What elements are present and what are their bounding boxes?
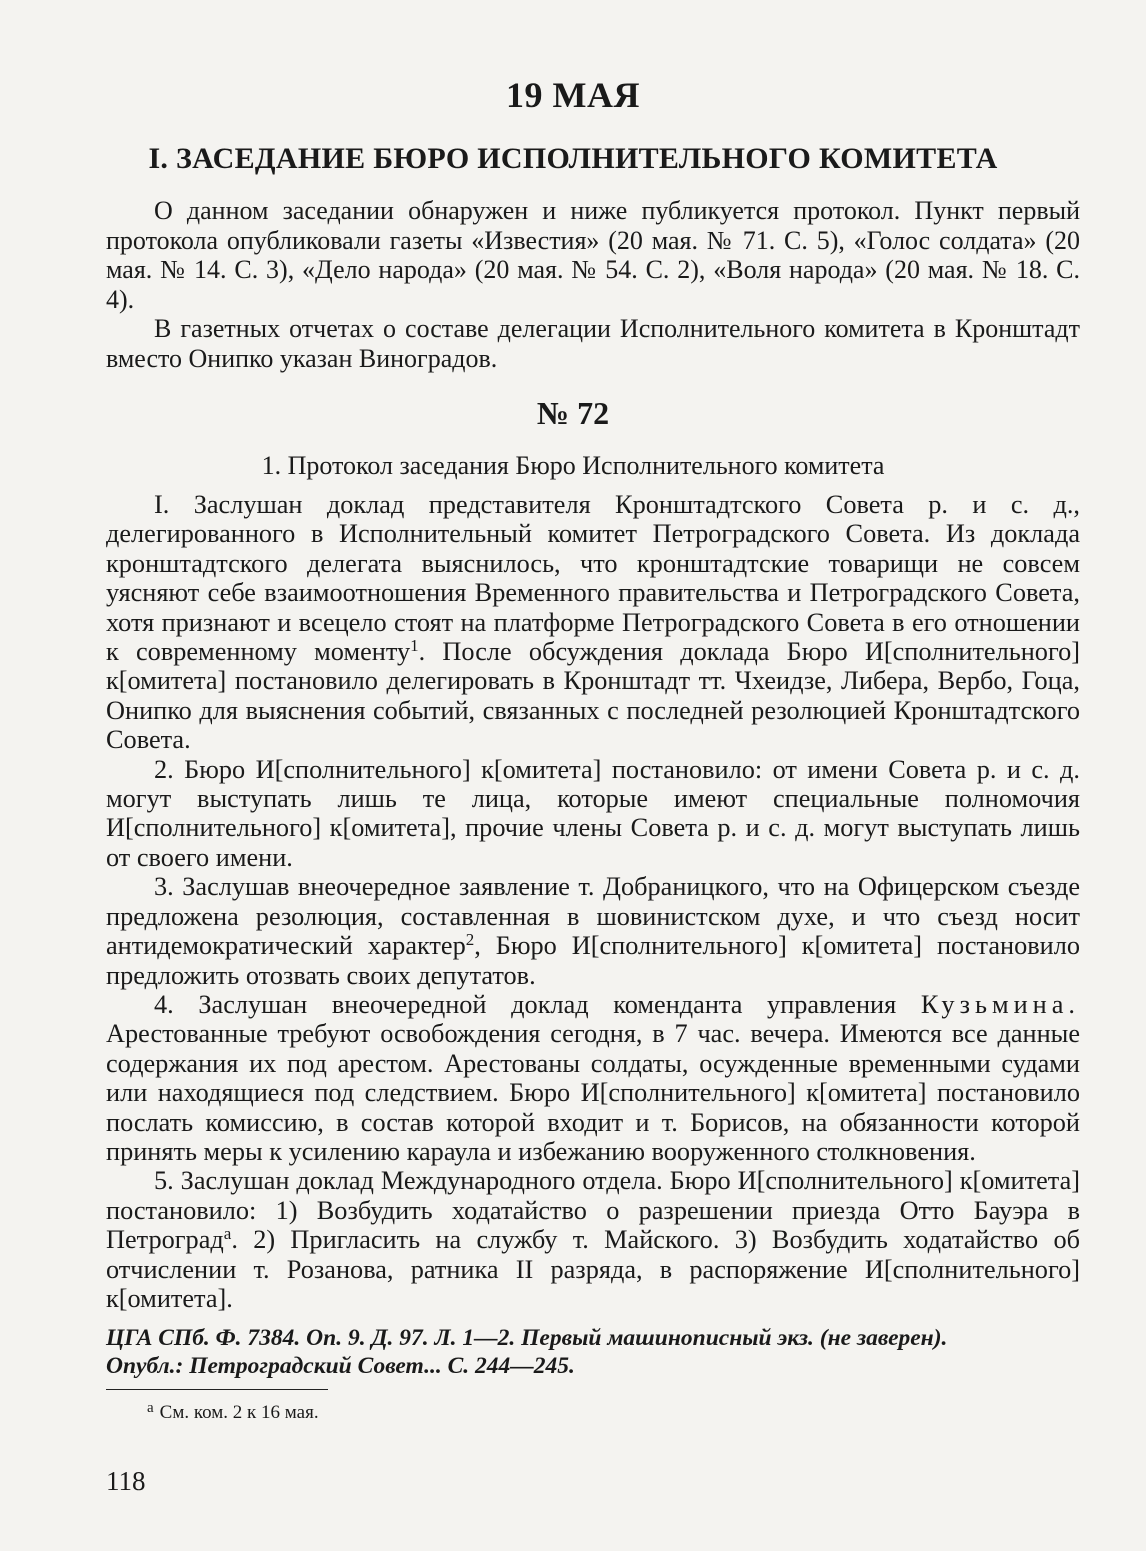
intro-paragraph: О данном заседании обнаружен и ниже публикуется протокол. Пункт первый протокола опубликовали газеты «Известия» (20 мая. № 71. С. 5), «Голос солдата» (20 мая. № 14. С. 3), «Дело народа» (20 мая. № 54. С. 2), «Воля народа» (20 мая. № 18. С. 4). xyxy=(106,196,1080,314)
intro-paragraph: В газетных отчетах о составе делегации Исполнительного комитета в Кронштадт вместо Онипко указан Виноградов. xyxy=(106,314,1080,373)
archive-line: ЦГА СПб. Ф. 7384. Оп. 9. Д. 97. Л. 1—2. Первый машинописный экз. (не заверен). xyxy=(106,1325,948,1351)
document-title: 1. Протокол заседания Бюро Исполнительного комитета xyxy=(261,451,885,480)
spaced-name: Кузьмина. xyxy=(920,989,1080,1019)
page-number: 118 xyxy=(106,1466,146,1496)
footnote-divider xyxy=(106,1389,328,1390)
footnote-text: См. ком. 2 к 16 мая. xyxy=(159,1402,319,1423)
footnote-ref: а xyxy=(223,1224,232,1244)
archive-line: Опубл.: Петроградский Совет... С. 244—245. xyxy=(106,1353,575,1379)
protocol-item: 4. Заслушан внеочередной доклад коменданта управления Кузьмина. Арестованные требуют освобождения сегодня, в 7 час. вечера. Имеются все данные содержания их под арестом. Арестованы солдаты, осужденные временными судами или находящиеся под следствием. Бюро И[сполнительного] к[омитета] постановило послать комиссию, в состав которой входит и т. Борисов, на обязанности которой принять меры к усилению караула и избежанию вооруженного столкновения. xyxy=(106,989,1080,1166)
footnote xyxy=(147,1402,319,1424)
protocol-item: I. Заслушан доклад представителя Кронштадтского Совета р. и с. д., делегированного в Исполнительный комитет Петроградского Совета. Из доклада кронштадтского делегата выяснилось, что кронштадтские товарищи не совсем уясняют себе взаимоотношения Временного правительства и Петроградского Совета, хотя признают и всецело стоят на платформе Петроградского Совета в его отношении к современному моменту$^1$. После обсуждения доклада Бюро И[сполнительного] к[омитета] постановило делегировать в Кронштадт тт. Чхеидзе, Либера, Вербо, Гоца, Онипко для выяснения событий, связанных с последней резолюцией Кронштадтского Совета. xyxy=(106,490,1080,755)
intro-commentary xyxy=(106,196,1080,373)
protocol-body xyxy=(106,490,1080,1313)
footnote-ref: 2 xyxy=(465,930,475,950)
footnote-mark: а xyxy=(147,1400,154,1416)
document-number: № 72 xyxy=(536,395,610,431)
date-heading: 19 МАЯ xyxy=(506,75,640,115)
protocol-item: 5. Заслушан доклад Международного отдела. Бюро И[сполнительного] к[омитета] постановило: 1) Возбудить ходатайство о разрешении приезда Отто Бауэра в Петроград$^а$. 2) Пригласить на службу т. Майского. 3) Возбудить ходатайство об отчислении т. Розанова, ратника II разряда, в распоряжение И[сполнительного] к[омитета]. xyxy=(106,1166,1080,1313)
archive-reference xyxy=(106,1324,1080,1380)
protocol-item: 3. Заслушав внеочередное заявление т. Добраницкого, что на Офицерском съезде предложена резолюция, составленная в шовинистском духе, и что съезд носит антидемократический характер$^2$, Бюро И[сполнительного] к[омитета] постановило предложить отозвать своих депутатов. xyxy=(106,872,1080,990)
protocol-item: 2. Бюро И[сполнительного] к[омитета] постановило: от имени Совета р. и с. д. могут выступать лишь те лица, которые имеют специальные полномочия И[сполнительного] к[омитета], прочие члены Совета р. и с. д. могут выступать лишь от своего имени. xyxy=(106,754,1080,872)
section-heading: I. ЗАСЕДАНИЕ БЮРО ИСПОЛНИТЕЛЬНОГО КОМИТЕТА xyxy=(148,142,998,175)
footnote-ref: 1 xyxy=(410,636,419,656)
